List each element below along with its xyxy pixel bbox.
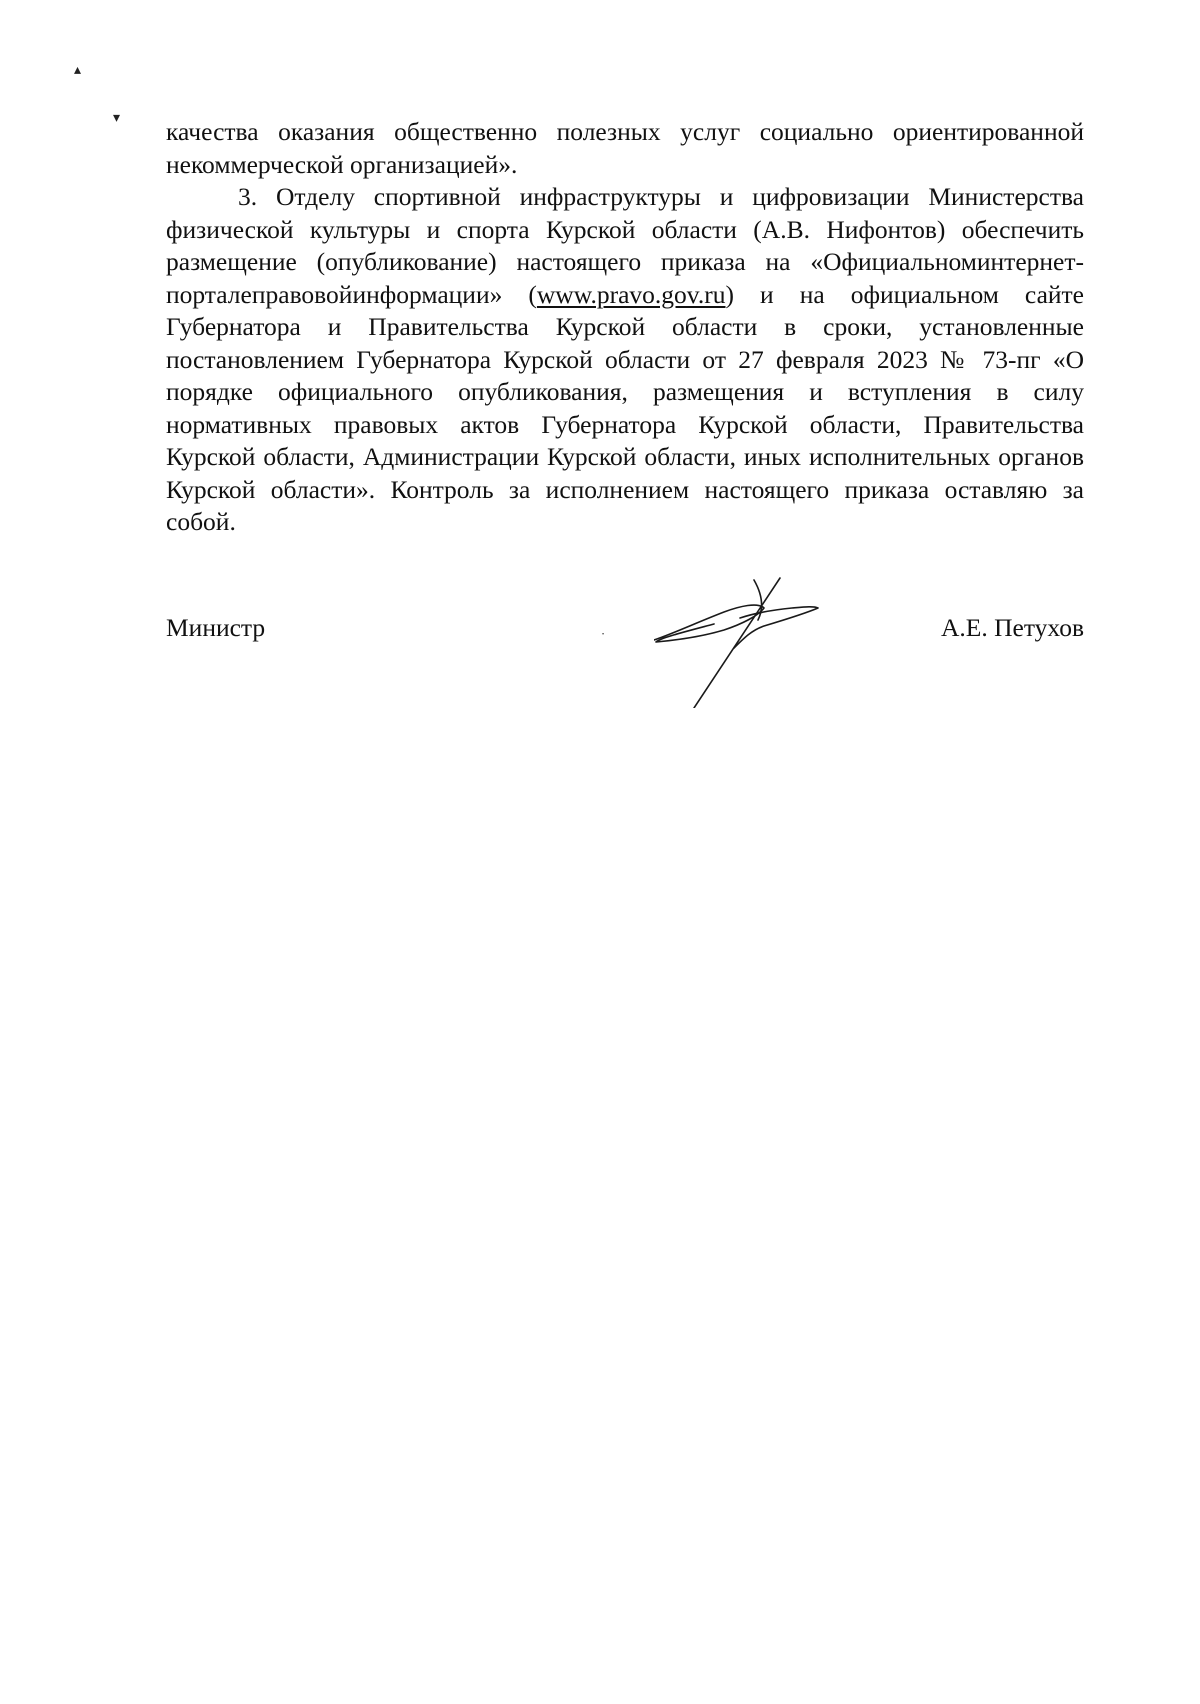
paragraph-2-text-start: 3. Отделу спортивной инфраструктуры и цифровизации Министерства физической культуры и спорта Курской области (А.В. Нифонтов) обеспечить размещение (опубликование) настоящего приказа на «Официальноминтернет-порталеправовойинформации» (	[166, 182, 1084, 309]
signature-block	[166, 612, 1084, 652]
pravo-link[interactable]: www.pravo.gov.ru	[536, 279, 726, 309]
scan-mark: ▾	[113, 111, 121, 126]
paragraph-1: качества оказания общественно полезных услуг социально ориентированной некоммерческой организацией».	[166, 117, 1084, 179]
handwritten-signature	[654, 568, 834, 708]
paragraph-2-text-end: ) и на официальном сайте Губернатора и Правительства Курской области в сроки, установленные постановлением Губернатора Курской области от 27 февраля 2023 № 73-пг «О порядке официального опубликования, размещения и вступления в силу нормативных правовых актов Губернатора Курской области, Правительства Курской области, Администрации Курской области, иных исполнительных органов Курской области». Контроль за исполнением настоящего приказа оставляю за собой.	[166, 279, 1084, 536]
scan-mark: ▴	[74, 63, 82, 78]
paragraph-2	[166, 181, 1084, 539]
position-title: Министр	[166, 613, 266, 642]
signatory-name: А.Е. Петухов	[941, 613, 1084, 642]
scan-dot: •	[602, 632, 605, 638]
document-body	[166, 116, 1084, 539]
